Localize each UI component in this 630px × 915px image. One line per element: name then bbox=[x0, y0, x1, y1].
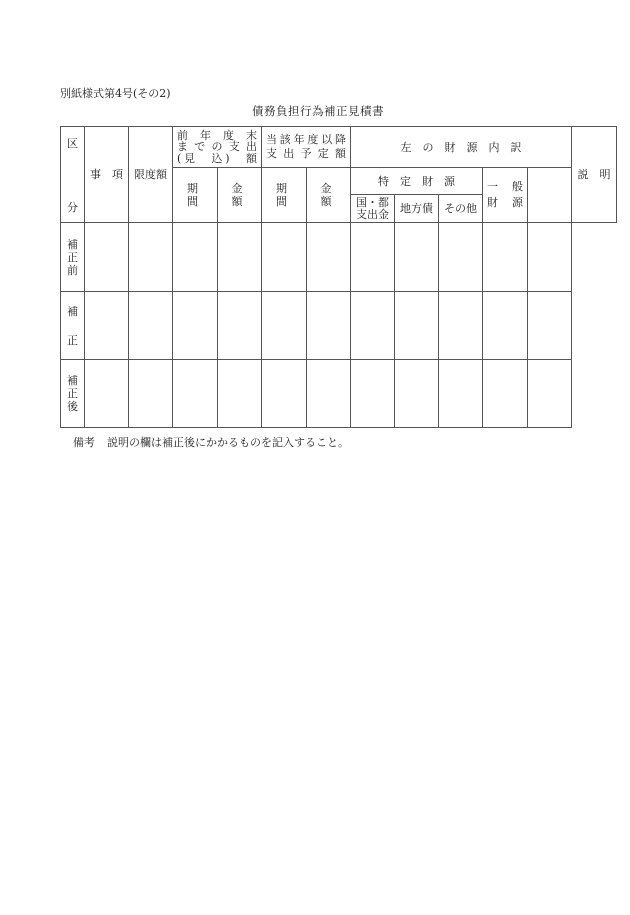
cell-prev-amount[interactable] bbox=[218, 292, 262, 360]
cell-explanation[interactable] bbox=[528, 223, 572, 292]
header-line: 当該年度以降 bbox=[266, 133, 346, 146]
cell-jiko[interactable] bbox=[85, 360, 129, 428]
cell-general-funding[interactable] bbox=[483, 360, 528, 428]
cell-national-metro[interactable] bbox=[351, 360, 395, 428]
row-label-char: 正 bbox=[67, 250, 78, 264]
row-label-char: 補 bbox=[67, 237, 78, 251]
cell-national-metro[interactable] bbox=[351, 292, 395, 360]
cell-national-metro[interactable] bbox=[351, 223, 395, 292]
cell-gendogaku[interactable] bbox=[129, 223, 173, 292]
row-label bbox=[61, 223, 85, 292]
cell-cur-amount[interactable] bbox=[307, 292, 351, 360]
row-label bbox=[61, 360, 85, 428]
header-cur-period: 期 間 bbox=[262, 168, 307, 223]
header-national-metro bbox=[351, 195, 395, 223]
row-label-char: 正 bbox=[67, 387, 78, 400]
header-explanation: 説 明 bbox=[572, 127, 617, 223]
cell-gendogaku[interactable] bbox=[129, 292, 173, 360]
header-line: (見 込) 額 bbox=[177, 151, 257, 165]
header-line: 前 年 度 末 bbox=[177, 128, 257, 142]
header-prev-amount: 金 額 bbox=[218, 168, 262, 223]
row-label-char: 補 bbox=[67, 374, 78, 387]
cell-cur-period[interactable] bbox=[262, 360, 307, 428]
header-line: 財 源 bbox=[487, 196, 523, 209]
header-jiko: 事 項 bbox=[85, 127, 129, 223]
cell-prev-period[interactable] bbox=[173, 292, 218, 360]
header-current-year-planned bbox=[262, 127, 351, 168]
cell-cur-period[interactable] bbox=[262, 292, 307, 360]
cell-local-bond[interactable] bbox=[395, 292, 439, 360]
header-kubun-bottom: 分 bbox=[67, 201, 78, 214]
remarks-text: 説明の欄は補正後にかかるものを記入すること。 bbox=[107, 436, 349, 449]
header-local-bond: 地方債 bbox=[395, 195, 439, 223]
cell-local-bond[interactable] bbox=[395, 360, 439, 428]
cell-other[interactable] bbox=[439, 223, 483, 292]
header-line: 支出予定額 bbox=[266, 147, 346, 160]
header-line: 国・都 bbox=[356, 195, 389, 209]
cell-prev-period[interactable] bbox=[173, 223, 218, 292]
cell-other[interactable] bbox=[439, 292, 483, 360]
estimate-table bbox=[60, 126, 617, 428]
cell-prev-amount[interactable] bbox=[218, 223, 262, 292]
row-label-char: 正 bbox=[67, 333, 78, 347]
header-general-funding bbox=[483, 168, 528, 223]
cell-jiko[interactable] bbox=[85, 223, 129, 292]
header-line: 一 般 bbox=[487, 180, 523, 193]
cell-general-funding[interactable] bbox=[483, 292, 528, 360]
cell-gendogaku[interactable] bbox=[129, 360, 173, 428]
row-label-char: 補 bbox=[67, 304, 78, 318]
cell-local-bond[interactable] bbox=[395, 223, 439, 292]
header-kubun bbox=[61, 127, 85, 223]
table-row-correction bbox=[61, 292, 617, 360]
remarks-label: 備考 bbox=[73, 436, 95, 449]
cell-explanation[interactable] bbox=[528, 292, 572, 360]
header-other: その他 bbox=[439, 195, 483, 223]
cell-explanation[interactable] bbox=[528, 360, 572, 428]
cell-cur-amount[interactable] bbox=[307, 223, 351, 292]
row-label-char: 後 bbox=[67, 400, 78, 413]
cell-cur-period[interactable] bbox=[262, 223, 307, 292]
header-cur-amount: 金 額 bbox=[307, 168, 351, 223]
header-prev-period: 期 間 bbox=[173, 168, 218, 223]
header-line: 支出金 bbox=[356, 207, 389, 221]
cell-other[interactable] bbox=[439, 360, 483, 428]
row-label-char: 前 bbox=[67, 263, 78, 277]
cell-cur-amount[interactable] bbox=[307, 360, 351, 428]
header-funding-breakdown: 左 の 財 源 内 訳 bbox=[351, 127, 572, 168]
document-title: 債務負担行為補正見積書 bbox=[252, 104, 384, 118]
header-gendogaku: 限度額 bbox=[129, 127, 173, 223]
table-row-after-correction bbox=[61, 360, 617, 428]
cell-prev-period[interactable] bbox=[173, 360, 218, 428]
row-label bbox=[61, 292, 85, 360]
table-row-before-correction bbox=[61, 223, 617, 292]
remarks bbox=[73, 434, 349, 450]
cell-general-funding[interactable] bbox=[483, 223, 528, 292]
header-kubun-top: 区 bbox=[67, 137, 78, 150]
form-number: 別紙様式第4号(その2) bbox=[60, 87, 171, 100]
header-line: ま で の 支 出 bbox=[177, 140, 257, 154]
cell-prev-amount[interactable] bbox=[218, 360, 262, 428]
header-specific-funding: 特 定 財 源 bbox=[351, 168, 483, 195]
cell-jiko[interactable] bbox=[85, 292, 129, 360]
header-prev-year-spending bbox=[173, 127, 262, 168]
